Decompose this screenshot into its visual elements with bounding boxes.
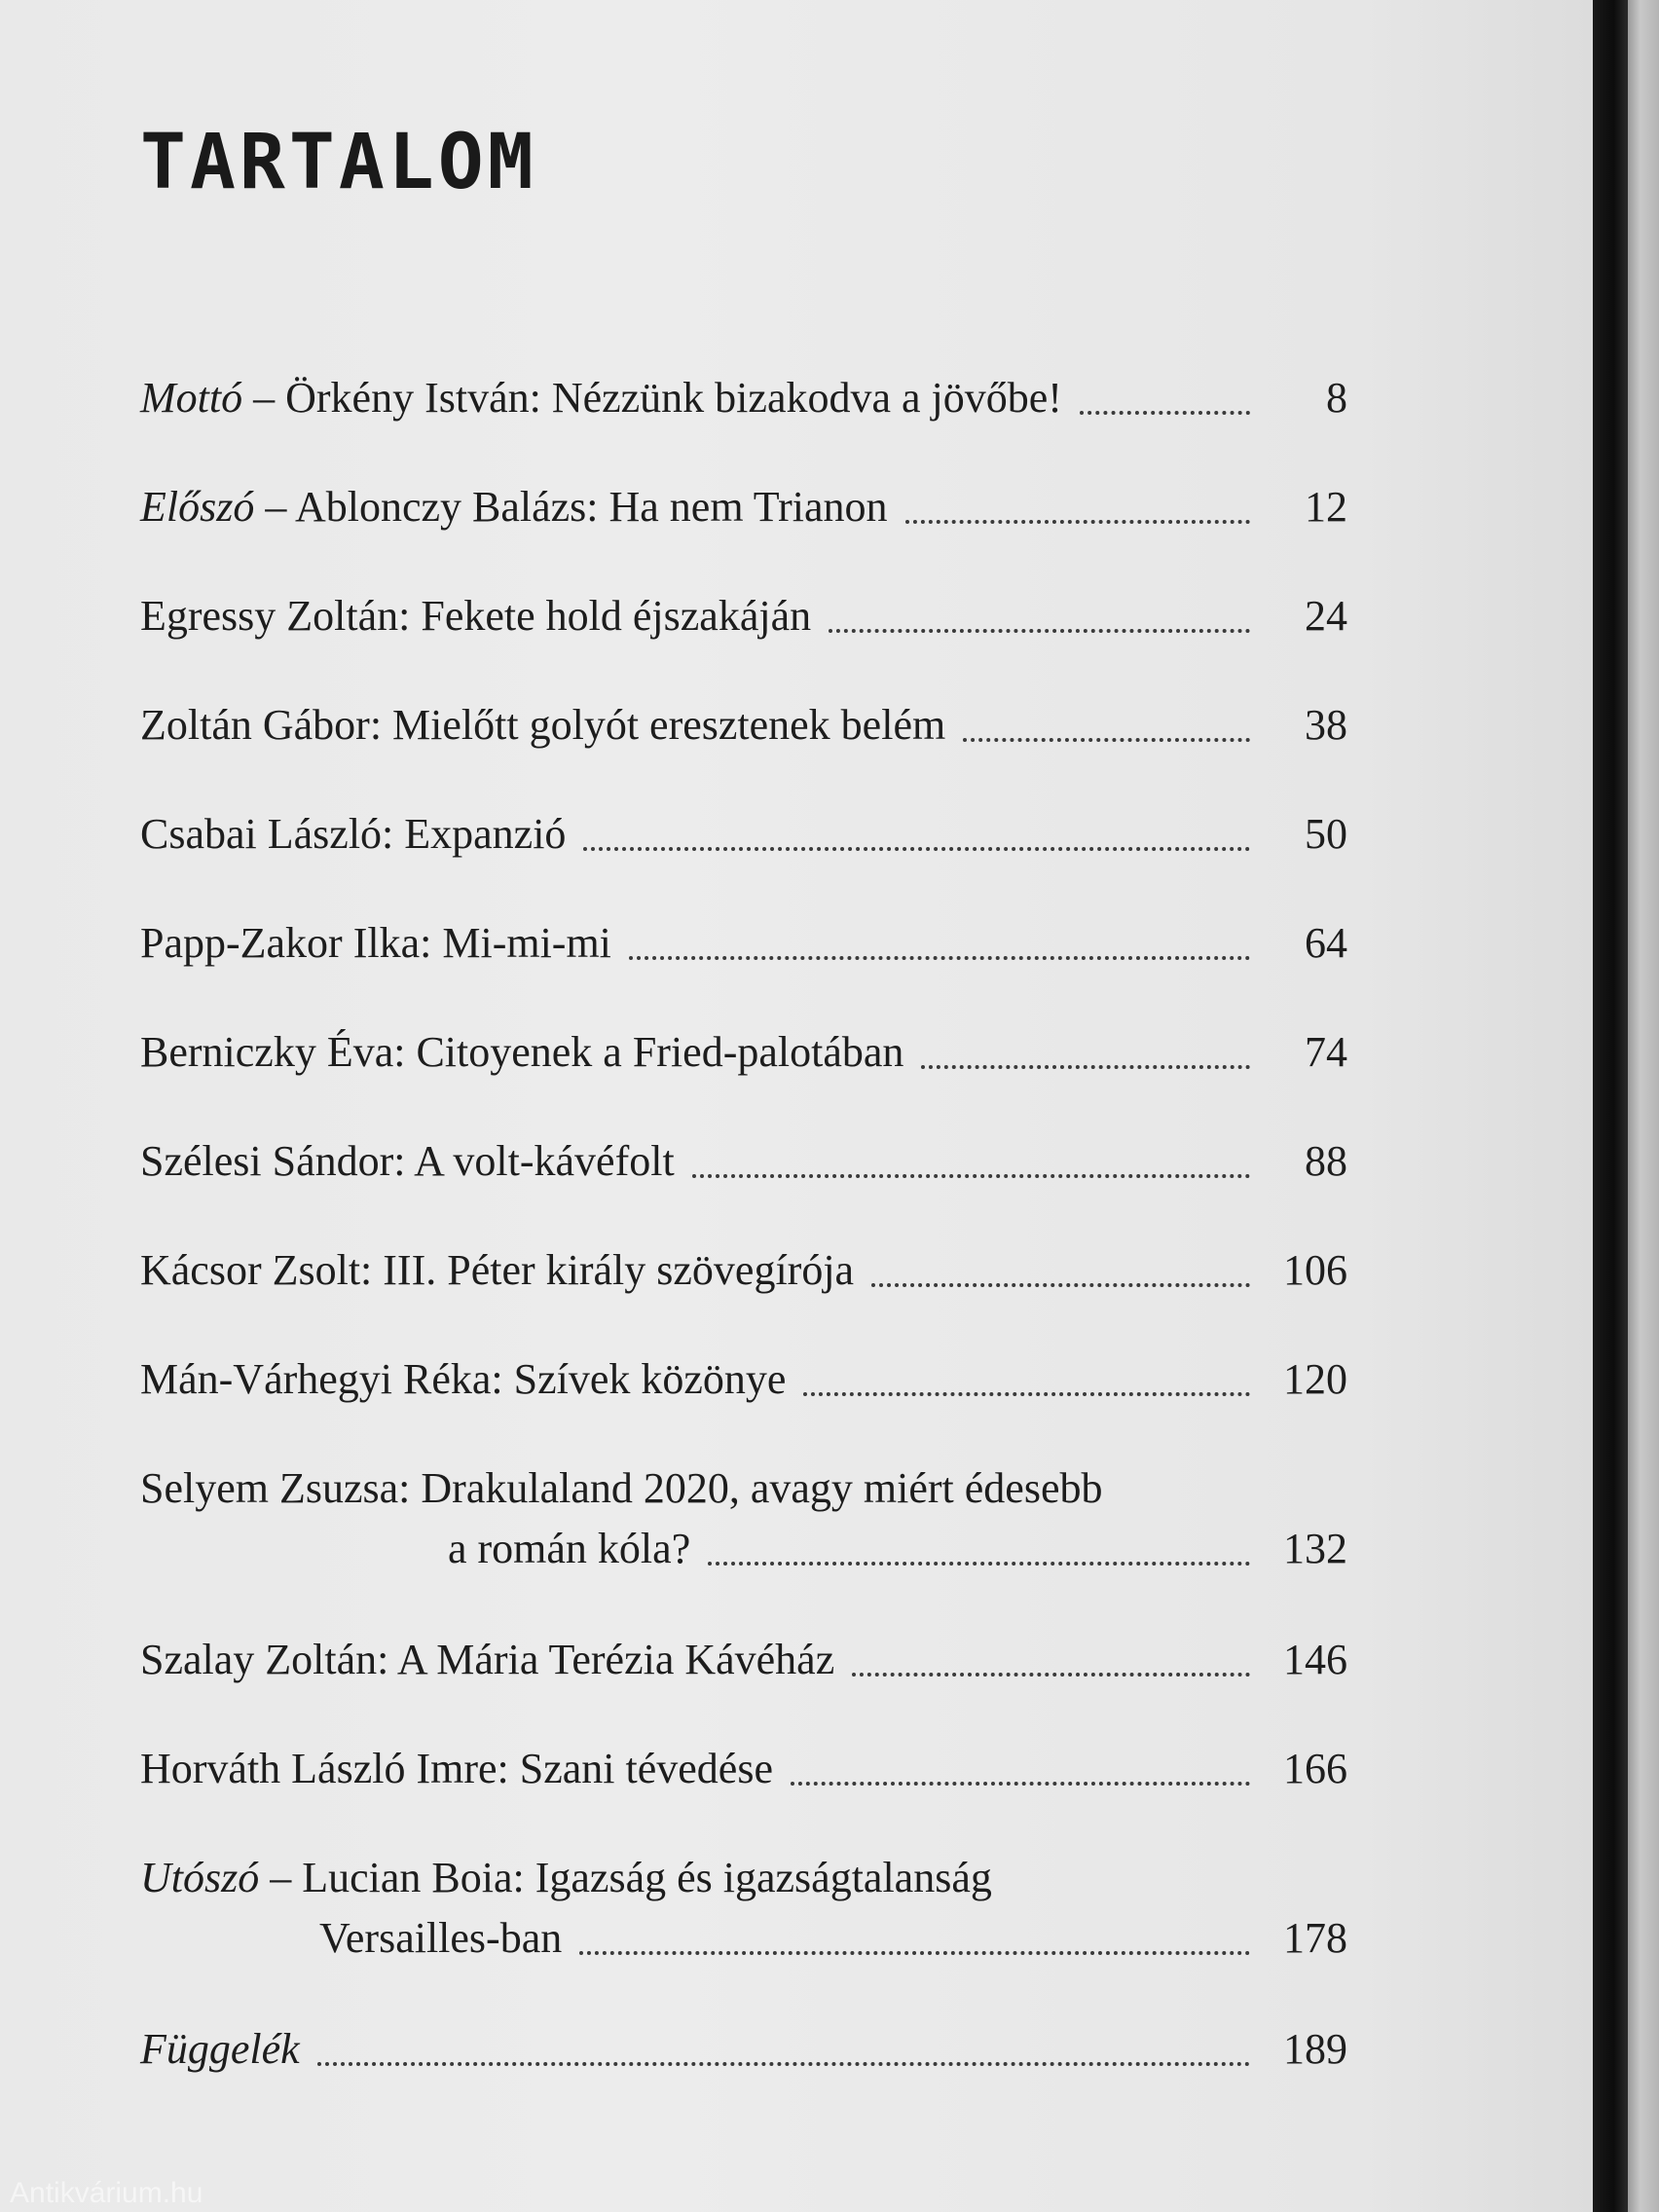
page-number: 88 (1305, 1137, 1347, 1185)
page-number: 64 (1305, 919, 1347, 967)
watermark: Antikvárium.hu (10, 2177, 203, 2209)
toc-entry-two-line (140, 1458, 1347, 1579)
page-title: TARTALOM (140, 119, 537, 206)
page-number: 12 (1305, 483, 1347, 531)
entry-label: Utószó (140, 1854, 260, 1901)
dot-leader (1080, 411, 1250, 415)
next-page-edge (1628, 0, 1659, 2212)
entry-text: Horváth László Imre: Szani tévedése (140, 1745, 773, 1792)
entry-label: Mottó (140, 374, 243, 422)
page-number: 24 (1305, 592, 1347, 640)
page-number: 106 (1283, 1246, 1347, 1294)
toc-entry (140, 695, 1347, 756)
toc-entry (140, 1022, 1347, 1083)
toc-entry (140, 586, 1347, 646)
entry-text: Örkény István: Nézzünk bizakodva a jövőbe! (285, 374, 1062, 422)
book-spine-edge (1593, 0, 1628, 2212)
dot-leader (692, 1174, 1250, 1178)
entry-text: Papp-Zakor Ilka: Mi-mi-mi (140, 919, 611, 967)
dot-leader (791, 1782, 1250, 1786)
page-number: 8 (1326, 374, 1347, 422)
toc-entry-motto (140, 368, 1347, 428)
table-of-contents (140, 368, 1347, 2128)
entry-text: Lucian Boia: Igazság és igazságtalanság (302, 1854, 992, 1901)
toc-entry (140, 1131, 1347, 1192)
dot-leader (852, 1673, 1250, 1677)
toc-entry (140, 1630, 1347, 1690)
toc-entry (140, 913, 1347, 974)
toc-entry-eloszo (140, 477, 1347, 537)
page-number: 132 (1283, 1525, 1347, 1572)
dot-leader (871, 1283, 1250, 1287)
dot-leader (583, 847, 1250, 851)
entry-text: Szélesi Sándor: A volt-kávéfolt (140, 1137, 675, 1185)
entry-separator: – (254, 483, 295, 531)
entry-text-continued: a román kóla? (448, 1525, 691, 1572)
dot-leader (708, 1562, 1250, 1566)
entry-separator: – (259, 1854, 303, 1901)
entry-title (140, 368, 1062, 428)
dot-leader (905, 520, 1250, 524)
entry-label: Függelék (140, 2025, 300, 2073)
entry-text: Selyem Zsuzsa: Drakulaland 2020, avagy miért édesebb (140, 1464, 1103, 1512)
page-number: 74 (1305, 1028, 1347, 1076)
entry-separator: – (242, 374, 286, 422)
page-number: 120 (1283, 1355, 1347, 1403)
entry-text: Berniczky Éva: Citoyenek a Fried-palotában (140, 1028, 904, 1076)
toc-entry (140, 1240, 1347, 1301)
entry-text: Csabai László: Expanzió (140, 810, 567, 858)
toc-entry-fuggelek (140, 2019, 1347, 2080)
dot-leader (963, 738, 1250, 742)
entry-text: Egressy Zoltán: Fekete hold éjszakáján (140, 592, 812, 640)
entry-title (140, 1848, 1268, 1908)
dot-leader (629, 956, 1250, 960)
toc-entry (140, 804, 1347, 865)
page-number: 178 (1283, 1914, 1347, 1962)
dot-leader (317, 2062, 1250, 2066)
dot-leader (921, 1065, 1250, 1069)
toc-entry (140, 1349, 1347, 1410)
entry-text: Zoltán Gábor: Mielőtt golyót eresztenek belém (140, 701, 946, 749)
page-number: 38 (1305, 701, 1347, 749)
dot-leader (803, 1392, 1250, 1396)
entry-text: Mán-Várhegyi Réka: Szívek közönye (140, 1355, 787, 1403)
dot-leader (579, 1951, 1250, 1955)
toc-entry (140, 1739, 1347, 1799)
toc-entry-utoszo (140, 1848, 1347, 1969)
entry-text-continued: Versailles-ban (319, 1914, 563, 1962)
page-number: 50 (1305, 810, 1347, 858)
page-number: 166 (1283, 1745, 1347, 1792)
page-number: 146 (1283, 1636, 1347, 1683)
entry-text: Szalay Zoltán: A Mária Terézia Kávéház (140, 1636, 835, 1683)
entry-text: Ablonczy Balázs: Ha nem Trianon (294, 483, 888, 531)
dot-leader (829, 629, 1250, 633)
entry-label: Előszó (140, 483, 255, 531)
entry-text: Kácsor Zsolt: III. Péter király szövegírója (140, 1246, 855, 1294)
entry-title (140, 477, 888, 537)
page-number: 189 (1283, 2025, 1347, 2073)
